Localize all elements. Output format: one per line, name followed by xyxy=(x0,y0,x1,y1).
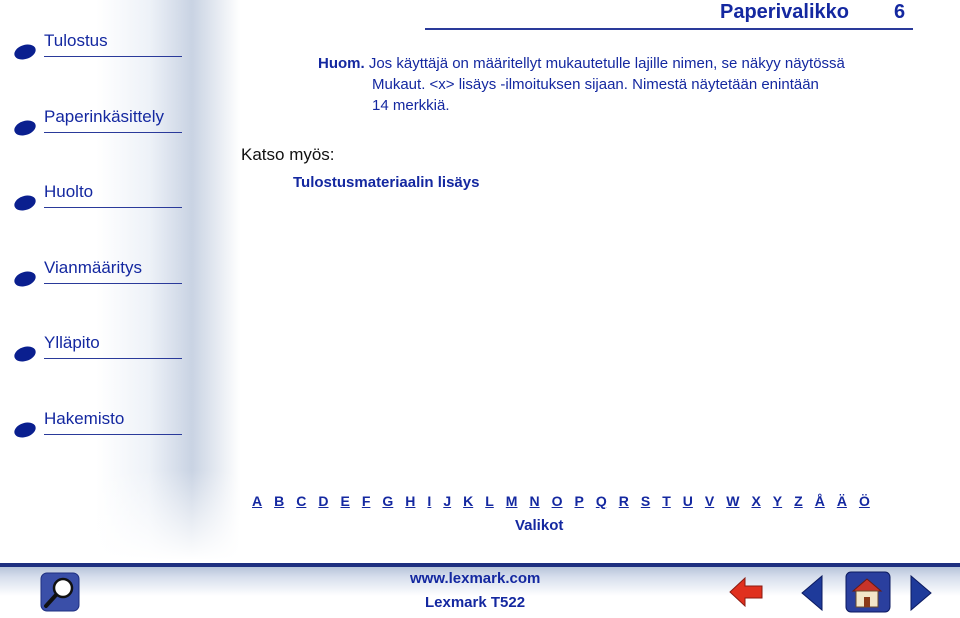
alphabet-letter[interactable]: S xyxy=(640,493,651,509)
divider xyxy=(44,56,182,57)
alphabet-letter[interactable]: I xyxy=(427,493,432,509)
alphabet-letter[interactable]: X xyxy=(751,493,761,509)
alphabet-letter[interactable]: R xyxy=(618,493,629,509)
sidebar-item-label: Ylläpito xyxy=(44,333,100,352)
alphabet-letter[interactable]: A xyxy=(252,493,263,509)
search-icon[interactable] xyxy=(40,572,86,614)
sidebar-item-label: Paperinkäsittely xyxy=(44,107,165,126)
sidebar-item-paperinkasittely[interactable] xyxy=(12,107,182,137)
bullet-icon xyxy=(12,420,37,440)
alphabet-letter[interactable]: Å xyxy=(814,493,825,509)
bullet-icon xyxy=(12,344,37,364)
sidebar-item-label: Huolto xyxy=(44,182,94,201)
bullet-icon xyxy=(12,193,37,213)
alphabet-letter[interactable]: E xyxy=(340,493,350,509)
see-also-link[interactable]: Tulostusmateriaalin lisäys xyxy=(293,174,480,191)
alphabet-letter[interactable]: O xyxy=(551,493,563,509)
alphabet-letter[interactable]: F xyxy=(361,493,371,509)
divider xyxy=(44,358,182,359)
sidebar-item-hakemisto[interactable] xyxy=(12,409,182,439)
bullet-icon xyxy=(12,118,37,138)
home-icon[interactable] xyxy=(845,571,893,615)
sidebar-item-yllapito[interactable] xyxy=(12,333,182,363)
menus-link[interactable]: Valikot xyxy=(515,517,564,534)
alphabet-letter[interactable]: U xyxy=(682,493,693,509)
alphabet-letter[interactable]: N xyxy=(529,493,540,509)
alphabet-letter[interactable]: B xyxy=(274,493,285,509)
alphabet-letter[interactable]: G xyxy=(382,493,394,509)
page-title: Paperivalikko xyxy=(720,1,849,23)
footer-top-rule xyxy=(0,563,960,567)
alphabet-letter[interactable]: Y xyxy=(772,493,783,509)
alphabet-letter[interactable]: Z xyxy=(794,493,803,509)
back-arrow-icon[interactable] xyxy=(728,575,764,609)
sidebar-item-label: Vianmääritys xyxy=(44,258,142,277)
divider xyxy=(44,434,182,435)
sidebar-item-huolto[interactable] xyxy=(12,182,182,212)
sidebar-item-label: Hakemisto xyxy=(44,409,125,428)
alphabet-letter[interactable]: H xyxy=(405,493,416,509)
alphabet-letter[interactable]: P xyxy=(574,493,584,509)
alphabet-index xyxy=(252,493,882,509)
page-number: 6 xyxy=(894,1,906,23)
sidebar-item-label: Tulostus xyxy=(44,31,108,50)
alphabet-letter[interactable]: Ö xyxy=(858,493,870,509)
alphabet-letter[interactable]: Ä xyxy=(836,493,847,509)
next-page-icon[interactable] xyxy=(909,574,933,612)
sidebar-item-vianmaaritys[interactable] xyxy=(12,258,182,288)
previous-page-icon[interactable] xyxy=(800,574,824,612)
footer-url-link[interactable]: www.lexmark.com xyxy=(410,570,541,587)
divider xyxy=(44,132,182,133)
note-label: Huom. xyxy=(318,55,365,72)
alphabet-letter[interactable]: J xyxy=(443,493,452,509)
note-text-line1: Jos käyttäjä on määritellyt mukautetulle lajille nimen, se näkyy näytössä xyxy=(368,55,845,72)
see-also-label: Katso myös: xyxy=(241,145,335,164)
sidebar-item-tulostus[interactable] xyxy=(12,31,182,61)
alphabet-letter[interactable]: T xyxy=(662,493,671,509)
bullet-icon xyxy=(12,269,37,289)
alphabet-letter[interactable]: M xyxy=(505,493,518,509)
divider xyxy=(44,283,182,284)
alphabet-letter[interactable]: Q xyxy=(595,493,607,509)
header-divider xyxy=(425,28,913,30)
note-text-line2: Mukaut. <x> lisäys -ilmoituksen sijaan. Nimestä näytetään enintään xyxy=(372,76,819,93)
note-text-line3: 14 merkkiä. xyxy=(372,97,450,114)
alphabet-letter[interactable]: K xyxy=(463,493,474,509)
alphabet-letter[interactable]: W xyxy=(726,493,740,509)
alphabet-letter[interactable]: D xyxy=(318,493,329,509)
alphabet-letter[interactable]: V xyxy=(704,493,715,509)
divider xyxy=(44,207,182,208)
alphabet-letter[interactable]: C xyxy=(296,493,307,509)
alphabet-letter[interactable]: L xyxy=(485,493,494,509)
note-block xyxy=(318,53,898,116)
footer-model: Lexmark T522 xyxy=(425,594,526,611)
bullet-icon xyxy=(12,42,37,62)
